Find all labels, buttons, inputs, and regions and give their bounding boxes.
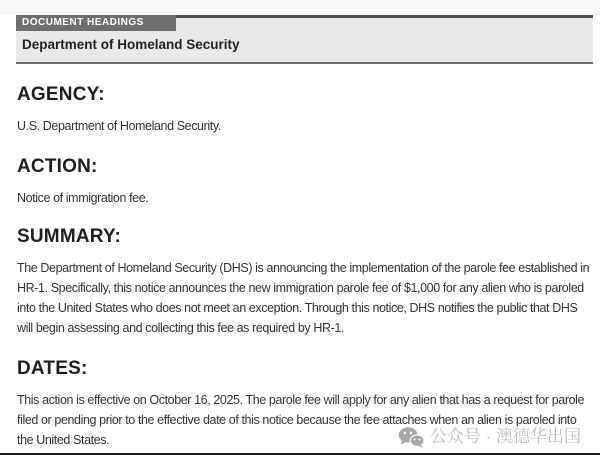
wechat-icon bbox=[398, 426, 424, 448]
action-body-text: Notice of immigration fee. bbox=[17, 191, 149, 205]
action-heading: ACTION: bbox=[17, 156, 98, 177]
agency-body-text: U.S. Department of Homeland Security. bbox=[17, 119, 221, 133]
dates-body-text: This action is effective on October 16, 2025. The parole fee will apply for any alien that has a request for parole filed or pending prior to the effective date of this notice because the fee attaches when an alien is paroled into the United States. bbox=[17, 393, 585, 447]
summary-body-text: The Department of Homeland Security (DHS) is announcing the implementation of the parole fee established in HR-1. Specifically, this notice announces the new immigration parole fee of $1,000 for any alien who is paroled into the United States who does not meet an exception. Through this notice, DHS notifies the public that DHS will begin assessing and collecting this fee as required by HR-1. bbox=[17, 261, 590, 335]
section-action bbox=[17, 156, 594, 208]
agency-heading: AGENCY: bbox=[17, 84, 105, 105]
department-title: Department of Homeland Security bbox=[22, 37, 240, 52]
dates-heading: DATES: bbox=[17, 358, 88, 379]
watermark-text: 公众号 · 澳德华出国 bbox=[429, 427, 581, 446]
section-summary bbox=[17, 226, 594, 338]
section-agency bbox=[17, 84, 594, 136]
wechat-watermark bbox=[398, 426, 581, 448]
document-headings-panel bbox=[16, 15, 593, 64]
summary-heading: SUMMARY: bbox=[17, 226, 121, 247]
bottom-rule bbox=[0, 453, 600, 455]
document-headings-tab-label: DOCUMENT HEADINGS bbox=[16, 15, 176, 31]
top-margin-strip bbox=[0, 0, 600, 15]
